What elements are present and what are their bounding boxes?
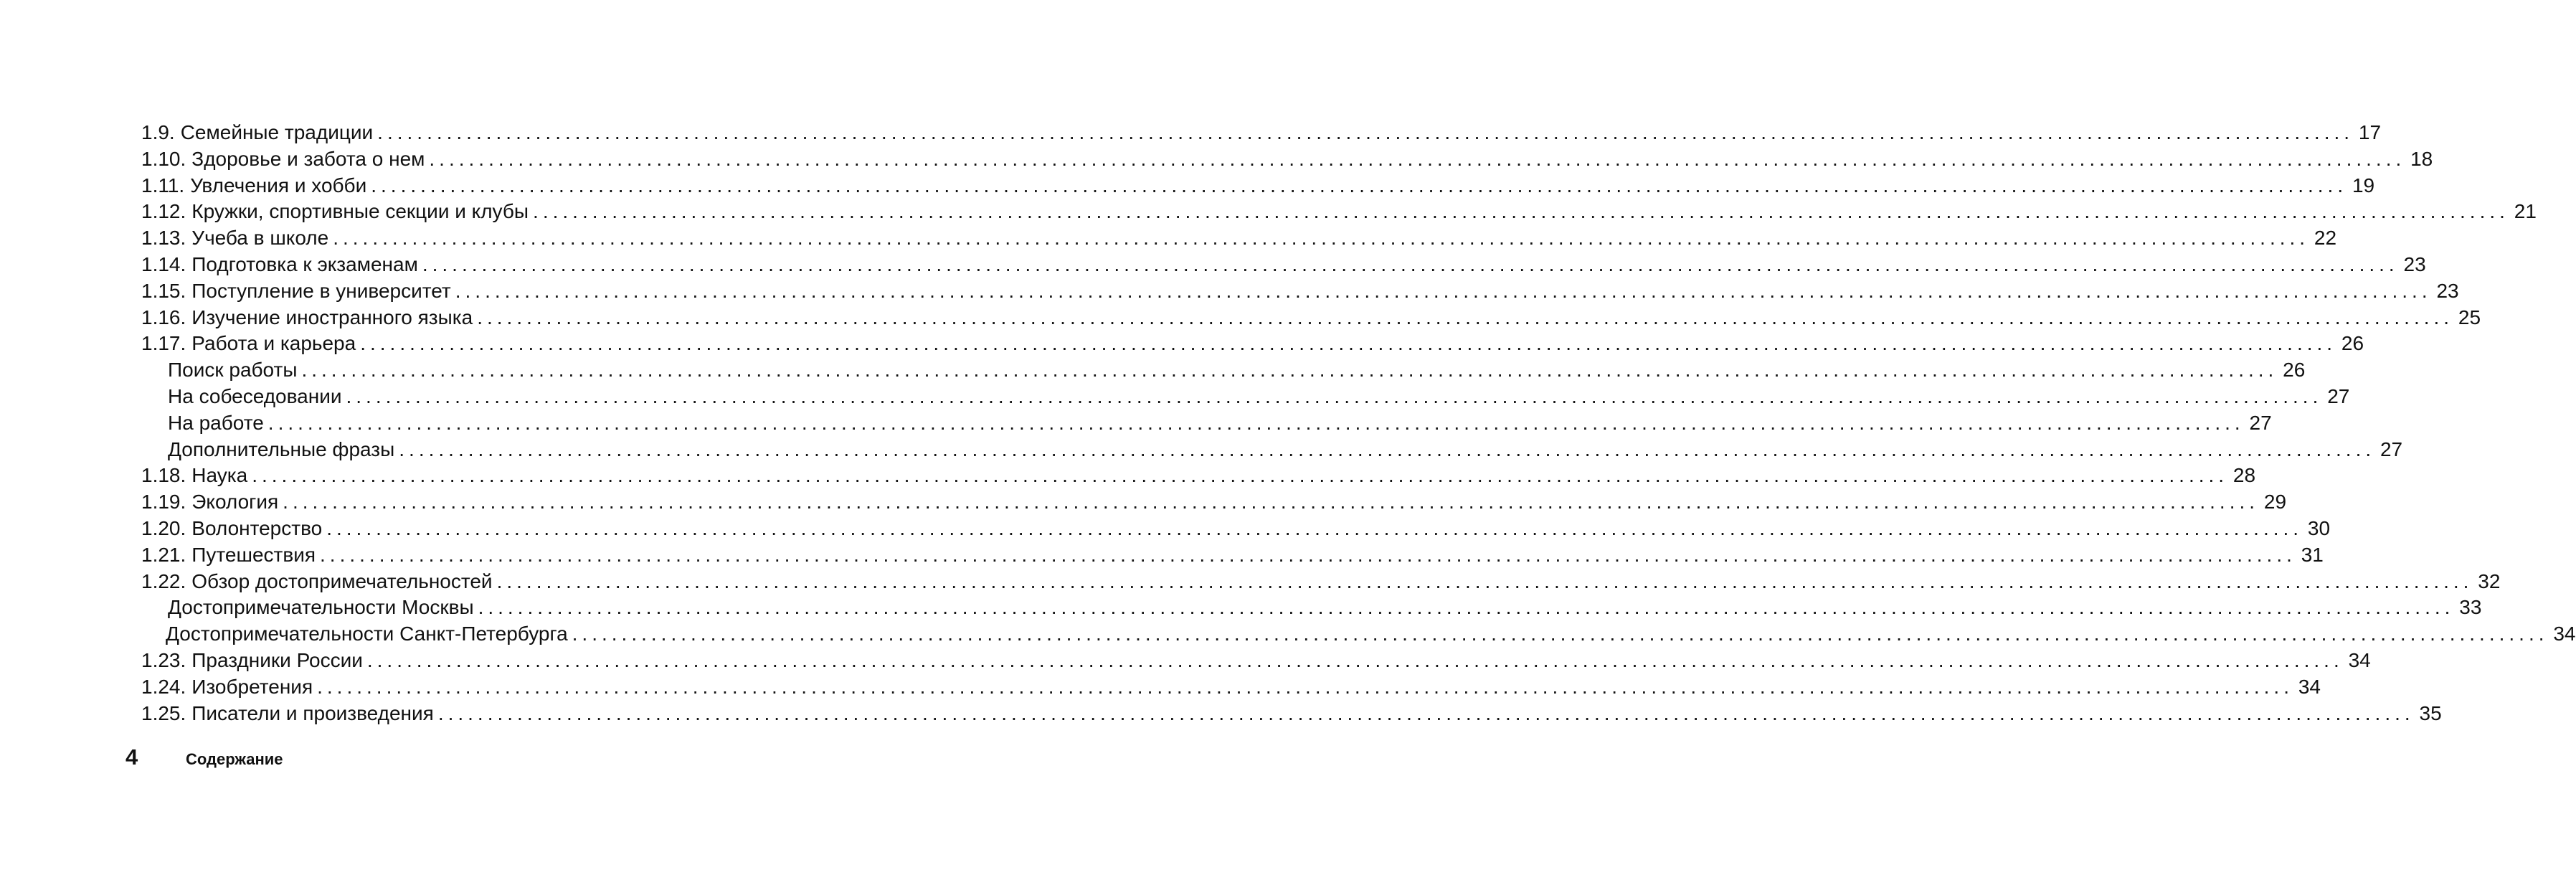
toc-entry-number: 1.16. (141, 306, 186, 328)
toc-entry (141, 701, 2442, 727)
toc-entry-page: 28 (2232, 464, 2256, 487)
toc-entry-page: 18 (2410, 147, 2433, 170)
toc-entry-number: 1.9. (141, 121, 175, 143)
running-title: Содержание (186, 750, 283, 768)
dot-leader: ........................................................................................................................................................................................................ (422, 252, 2399, 275)
toc-entry-page: 19 (2352, 174, 2375, 197)
toc-entry-number: 1.18. (141, 464, 186, 487)
table-of-contents (141, 120, 2576, 727)
toc-entry-title: Изучение иностранного языка (191, 306, 473, 328)
toc-entry-page: 32 (2478, 569, 2501, 592)
page-footer (126, 744, 283, 773)
toc-entry-title: Обзор достопримечательностей (191, 569, 493, 592)
toc-entry-page: 27 (2249, 411, 2272, 434)
dot-leader: ........................................................................................................................................................................................................ (572, 623, 2549, 645)
toc-entry-page: 26 (2283, 359, 2306, 382)
toc-entry (141, 569, 2501, 595)
toc-entry-title: Семейные традиции (180, 121, 374, 143)
toc-entry-title: Поиск работы (168, 359, 298, 382)
toc-subentry (141, 384, 2350, 410)
toc-entry (141, 463, 2256, 489)
toc-entry-number: 1.25. (141, 701, 186, 724)
toc-entry (141, 173, 2375, 199)
dot-leader: ........................................................................................................................................................................................................ (437, 701, 2415, 724)
toc-entry (141, 305, 2481, 331)
toc-entry-page: 34 (2348, 648, 2371, 671)
dot-leader: ........................................................................................................................................................................................................ (360, 332, 2337, 355)
toc-entry-page: 35 (2419, 701, 2442, 724)
toc-entry-page: 23 (2403, 252, 2426, 275)
toc-entry-number: 1.10. (141, 147, 186, 170)
toc-entry-title: Увлечения и хобби (190, 174, 367, 197)
toc-entry-page: 34 (2553, 623, 2576, 645)
dot-leader: ........................................................................................................................................................................................................ (346, 384, 2323, 407)
toc-entry-title: Писатели и произведения (191, 701, 434, 724)
toc-entry-page: 22 (2314, 227, 2337, 250)
dot-leader: ........................................................................................................................................................................................................ (478, 596, 2455, 619)
toc-entry-number: 1.12. (141, 200, 186, 223)
toc-entry-title: Дополнительные фразы (168, 437, 395, 460)
toc-subentry (141, 621, 2576, 648)
toc-entry-title: Волонтерство (191, 516, 323, 539)
dot-leader: ........................................................................................................................................................................................................ (429, 147, 2406, 170)
toc-entry (141, 146, 2433, 173)
toc-entry-title: Путешествия (191, 543, 316, 566)
dot-leader: ........................................................................................................................................................................................................ (283, 491, 2260, 514)
toc-entry (141, 331, 2364, 357)
dot-leader: ........................................................................................................................................................................................................ (399, 437, 2376, 460)
toc-entry (141, 278, 2459, 305)
toc-entry-page: 23 (2436, 279, 2459, 302)
toc-entry (141, 674, 2321, 701)
page-number: 4 (126, 744, 138, 770)
toc-entry (141, 542, 2324, 569)
toc-subentry (141, 595, 2482, 621)
dot-leader: ........................................................................................................................................................................................................ (477, 306, 2454, 328)
toc-entry-title: Изобретения (191, 675, 313, 698)
dot-leader: ........................................................................................................................................................................................................ (377, 121, 2354, 143)
dot-leader: ........................................................................................................................................................................................................ (326, 516, 2303, 539)
toc-entry-page: 26 (2341, 332, 2364, 355)
dot-leader: ........................................................................................................................................................................................................ (496, 569, 2473, 592)
toc-entry-title: Здоровье и забота о нем (191, 147, 425, 170)
toc-entry-number: 1.22. (141, 569, 186, 592)
toc-entry-number: 1.23. (141, 648, 186, 671)
toc-entry-title: Работа и карьера (191, 332, 356, 355)
toc-entry-title: Учеба в школе (191, 227, 329, 250)
toc-entry-number: 1.11. (141, 174, 185, 197)
toc-entry-number: 1.14. (141, 252, 186, 275)
dot-leader: ........................................................................................................................................................................................................ (301, 359, 2278, 382)
toc-entry-title: Поступление в университет (191, 279, 451, 302)
dot-leader: ........................................................................................................................................................................................................ (317, 675, 2293, 698)
dot-leader: ........................................................................................................................................................................................................ (455, 279, 2432, 302)
toc-entry (141, 648, 2371, 674)
toc-entry (141, 489, 2287, 516)
dot-leader: ........................................................................................................................................................................................................ (533, 200, 2509, 223)
toc-subentry (141, 357, 2306, 384)
toc-entry-title: На работе (168, 411, 264, 434)
toc-entry (141, 225, 2337, 252)
toc-entry-page: 25 (2458, 306, 2481, 328)
toc-entry (141, 199, 2537, 225)
dot-leader: ........................................................................................................................................................................................................ (366, 648, 2344, 671)
toc-entry-title: Достопримечательности Москвы (168, 596, 474, 619)
toc-entry-number: 1.13. (141, 227, 186, 250)
dot-leader: ........................................................................................................................................................................................................ (267, 411, 2245, 434)
toc-subentry (141, 410, 2272, 437)
toc-entry-page: 30 (2307, 516, 2331, 539)
toc-entry-page: 17 (2358, 121, 2382, 143)
toc-entry-number: 1.17. (141, 332, 186, 355)
toc-entry (141, 516, 2331, 542)
toc-entry-title: Наука (191, 464, 248, 487)
toc-entry-number: 1.19. (141, 491, 186, 514)
toc-entry-title: Подготовка к экзаменам (191, 252, 418, 275)
toc-entry-number: 1.21. (141, 543, 186, 566)
toc-entry (141, 120, 2382, 146)
toc-entry-page: 21 (2514, 200, 2537, 223)
dot-leader: ........................................................................................................................................................................................................ (333, 227, 2310, 250)
toc-entry-title: Достопримечательности Санкт-Петербурга (166, 623, 568, 645)
dot-leader: ........................................................................................................................................................................................................ (320, 543, 2296, 566)
toc-entry-page: 33 (2459, 596, 2482, 619)
toc-subentry (141, 437, 2403, 463)
toc-entry (141, 252, 2426, 278)
toc-entry-page: 34 (2298, 675, 2321, 698)
toc-entry-title: Кружки, спортивные секции и клубы (191, 200, 529, 223)
dot-leader: ........................................................................................................................................................................................................ (252, 464, 2229, 487)
toc-entry-title: Праздники России (191, 648, 363, 671)
toc-entry-page: 27 (2327, 384, 2350, 407)
toc-entry-number: 1.24. (141, 675, 186, 698)
toc-entry-title: Экология (191, 491, 279, 514)
toc-entry-number: 1.20. (141, 516, 186, 539)
toc-entry-title: На собеседовании (168, 384, 342, 407)
toc-entry-page: 29 (2263, 491, 2287, 514)
toc-entry-page: 31 (2301, 543, 2324, 566)
toc-entry-page: 27 (2380, 437, 2403, 460)
dot-leader: ........................................................................................................................................................................................................ (371, 174, 2348, 197)
toc-entry-number: 1.15. (141, 279, 186, 302)
